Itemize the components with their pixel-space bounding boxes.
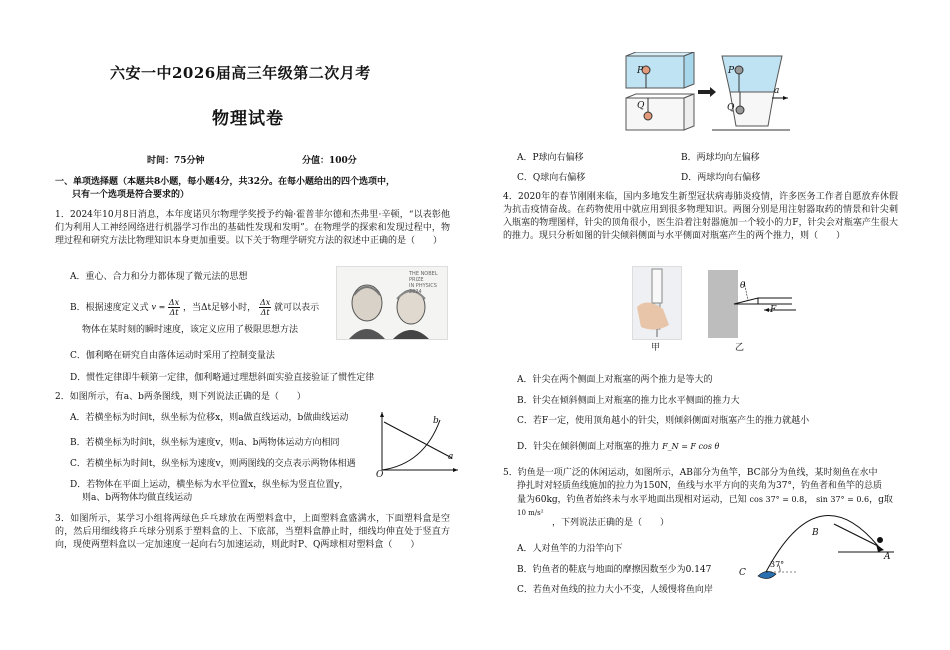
q2-option-d-line1: D．若物体在平面上运动，横坐标为水平位置x，纵坐标为竖直位置y， [70,480,349,490]
q5-stem-line1: 5．钓鱼是一项广泛的休闲运动，如图所示，AB部分为鱼竿，BC部分为鱼线，某时刻鱼在水中 [503,468,878,478]
q5-stem-line3-pre: 量为60kg，钓鱼者始终未与水平地面出现相对运动，已知 [517,495,747,505]
q5-stem-line4: ，下列说法正确的是（ ） [552,518,670,528]
q1-option-b-post: 就可以表示 [274,303,320,313]
line-a [384,422,452,458]
q3-option-a: A．P球向右偏移 [517,153,584,163]
q2-option-b: B．若横坐标为时间t，纵坐标为速度v，则a、b两物体运动方向相同 [70,438,340,448]
q4-label-f: F [770,305,777,315]
velocity-formula: v = $\frac{\Delta x}{\Delta t}$ [151,298,180,317]
q2-stem: 2．如图所示，有a、b两条图线，则下列说法正确的是（ ） [55,392,306,402]
q3-option-d: D．两球均向右偏移 [681,173,761,183]
q4-fig-yi-label: 乙 [735,343,745,353]
score-label: 分值：100分 [302,156,357,166]
q4-option-d-formula: F_N = F cos θ [662,442,720,451]
nobel-laureates-photo [336,266,448,340]
ratio-formula: $\frac{\Delta x}{\Delta t}$ [259,298,271,317]
q1-stem: 1．2024年10月8日消息，本年度诺贝尔物理学奖授予约翰·霍普菲尔德和杰弗里·辛顿，“以表彰他们为利用人工神经网络进行机器学习作出的基础性发现和发明”。在物理学的探索和发现过程中，物理过程和研究方法比物理知识本身更加重要。以下关于物理学研究方法的叙述中正确的是（ ） [55,210,450,246]
q3-option-b: B．两球均向左偏移 [681,153,760,163]
q2-graph [372,408,462,480]
q5-option-b: B．钓鱼者的鞋底与地面的摩擦因数至少为0.147 [517,565,712,575]
curve-b [382,420,440,470]
q1-option-d: D．惯性定律即牛顿第一定律，伽利略通过理想斜面实验直接验证了惯性定律 [70,373,375,383]
q5-g-label: ，g取 [869,495,893,505]
q5-label-angle: 37° [770,560,785,569]
q3-label-p-right: P [728,66,735,76]
exam-subtitle: 物理试卷 [212,109,284,129]
section-heading-cont: 只有一个选项是符合要求的） [72,190,190,200]
q3-label-p-left: P [637,66,644,76]
q2-option-c: C．若横坐标为时间t，纵坐标为速度v，则两图线的交点表示两物体相遇 [70,459,356,469]
q4-option-a: A．针尖在两个侧面上对瓶塞的两个推力是等大的 [517,375,713,385]
q3-label-q-right: Q [727,103,735,113]
q2-option-d-line2: 则a、b两物体均做直线运动 [82,493,193,503]
q1-option-b-pre: B．根据速度定义式 [70,303,149,313]
q4-needle-diagram [708,270,798,338]
q4-fig-jia-label: 甲 [651,343,661,353]
q1-option-b-line2: 物体在某时刻的瞬时速度，该定义应用了极限思想方法 [82,325,299,335]
q4-option-d [517,441,719,453]
section-heading: 一、单项选择题（本题共8小题，每小题4分，共32分。在每小题给出的四个选项中， [55,177,396,187]
q3-label-accel: a [774,86,780,96]
exam-title: 六安一中2026届高三年级第二次月考 [110,64,371,82]
q4-label-theta: θ [740,281,746,291]
time-label: 时间：75分钟 [147,156,205,166]
q2-label-a: a [448,452,454,462]
q3-label-q-left: Q [637,101,645,111]
q3-stem: 3．如图所示，某学习小组将两绿色乒乓球放在两塑料盒中，上面塑料盒盛满水，下面塑料盒是空的，然后用细线将乒乓球分别系于塑料盒的上、下底部，当塑料盒静止时，细线均伸直处于竖直方向，现使两塑料盒以一定加速度一起向右匀加速运动，则此时P、Q两球相对塑料盒（ ） [55,514,450,550]
q4-stem: 4．2020年的春节刚刚来临，国内多地发生新型冠状病毒肺炎疫情，许多医务工作者自愿放弃休假为抗击疫情奋战。在药物使用中就应用到很多物理知识。两图分别是用注射器取药的情景和针尖刺入瓶塞的物理图样，针尖的顶角很小，医生沿着注射器施加一个较小的力F，针尖会对瓶塞产生很大的推力。现只分析如图的针尖倾斜侧面与水平侧面对瓶塞产生的两个推力，则（ ） [503,192,898,241]
q5-option-c: C．若鱼对鱼线的拉力大小不变，人缓慢将鱼向岸 [517,585,713,595]
nobel-caption-2: IN PHYSICS 2024 [409,283,437,295]
q4-option-c: C．若F一定，使用顶角越小的针尖，则倾斜侧面对瓶塞产生的推力就越小 [517,416,810,426]
q4-option-d-pre: D．针尖在倾斜侧面上对瓶塞的推力 [517,442,660,452]
syringe-photo [632,266,682,340]
q3-figure [622,52,792,137]
q1-option-b [70,298,319,317]
q1-option-c: C．伽利略在研究自由落体运动时采用了控制变量法 [70,351,275,361]
q5-label-c: C [739,568,746,578]
q2-label-origin: O [376,470,384,480]
q5-label-a: A [884,552,891,562]
q1-option-a: A．重心、合力和分力都体现了微元法的思想 [70,272,248,282]
q3-option-c: C．Q球向右偏移 [517,173,586,183]
q5-sin-value: sin 37° = 0.6 [816,495,870,504]
q5-cos-value: cos 37° = 0.8 [749,495,805,504]
q5-stem-line2: 挣扎时对轻质鱼线施加的拉力为150N，鱼线与水平方向的夹角为37°，钓鱼者和鱼竿的总质 [517,481,883,491]
q2-option-a: A．若横坐标为时间t，纵坐标为位移x，则a做直线运动，b做曲线运动 [70,413,349,423]
q5-option-a: A．人对鱼竿的力沿竿向下 [517,544,623,554]
q4-option-b: B．针尖在倾斜侧面上对瓶塞的推力比水平侧面的推力大 [517,396,740,406]
q5-label-b: B [812,528,819,538]
q1-option-b-mid: ，当Δt足够小时， [182,303,257,313]
q5-g-value: 10 m/s² [517,509,544,517]
q2-label-b: b [433,416,439,426]
q5-stem-line3: 量为60kg，钓鱼者始终未与水平地面出现相对运动，已知 cos 37° = 0.8， sin 37° = 0.6，g取 [517,495,893,505]
nobel-caption-1: THE NOBEL PRIZE [409,271,438,283]
